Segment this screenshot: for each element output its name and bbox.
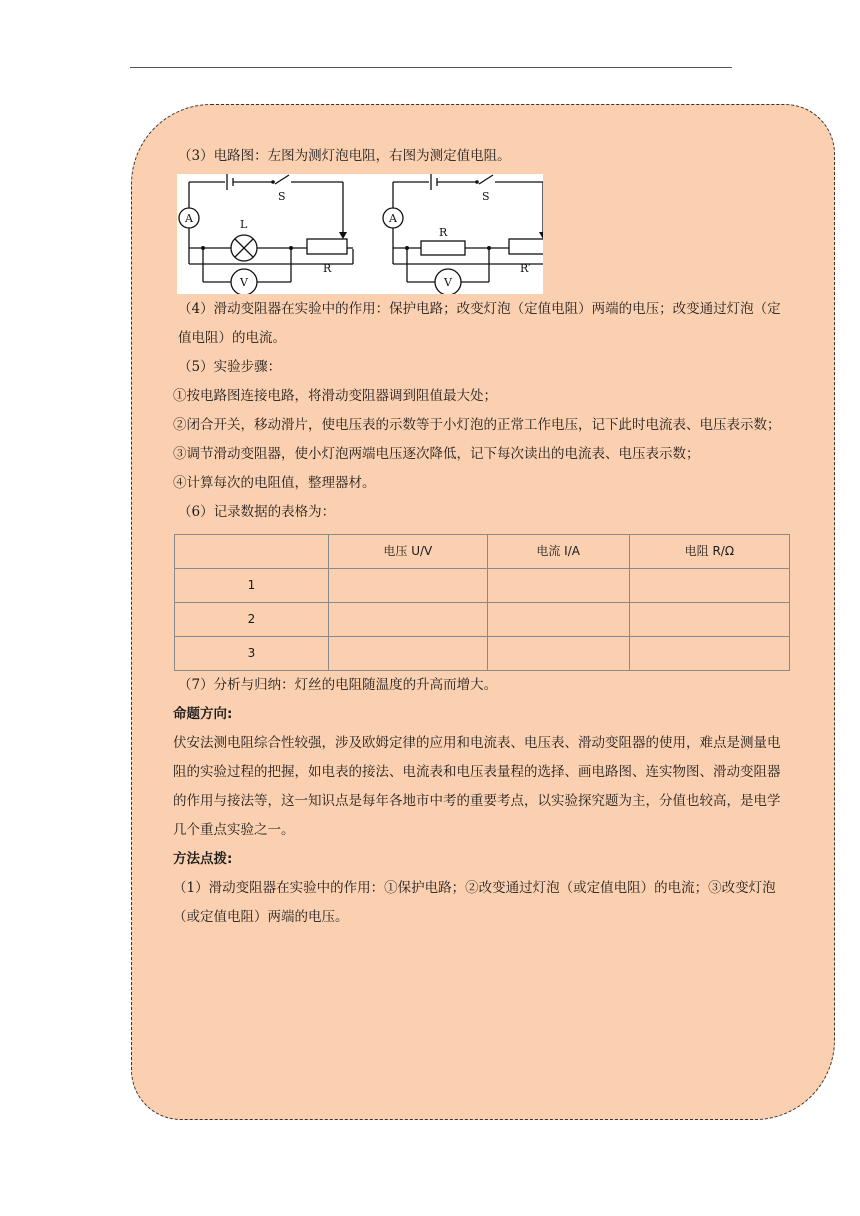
para-5: （5）实验步骤：: [178, 359, 282, 375]
switch-left-label: S: [278, 190, 286, 203]
table-header-cell: 电流 I/A: [487, 535, 629, 569]
method-text: （1）滑动变阻器在实验中的作用：①保护电路；②改变通过灯泡（或定值电阻）的电流；③改变灯泡（或定值电阻）两端的电压。: [173, 880, 776, 925]
para-3: （3）电路图：左图为测灯泡电阻，右图为测定值电阻。: [178, 148, 511, 164]
table-cell: [329, 569, 488, 603]
ammeter-right-label: A: [389, 212, 397, 225]
rheostat-left-label: R: [323, 262, 332, 275]
heading-proposition: 命题方向:: [173, 706, 233, 722]
circuit-diagrams: [177, 174, 543, 294]
table-cell: [487, 569, 629, 603]
table-cell: 2: [175, 603, 329, 637]
table-header-row: [175, 535, 790, 569]
table-cell: [329, 603, 488, 637]
table-cell: [629, 603, 789, 637]
step-1: ①按电路图连接电路，将滑动变阻器调到阻值最大处；: [173, 388, 497, 404]
heading-method: 方法点拨:: [173, 851, 233, 867]
table-row: [175, 637, 790, 671]
data-table: [174, 534, 790, 671]
table-header-cell: 电压 U/V: [329, 535, 488, 569]
rheostat-right-label: R′: [520, 262, 531, 275]
document-body: [173, 142, 793, 932]
step-4: ④计算每次的电阻值，整理器材。: [173, 475, 376, 491]
para-4: （4）滑动变阻器在实验中的作用：保护电路；改变灯泡（定值电阻）两端的电压；改变通过灯泡（定值电阻）的电流。: [178, 301, 781, 346]
circuit-right: [383, 174, 543, 294]
proposition-text: 伏安法测电阻综合性较强，涉及欧姆定律的应用和电流表、电压表、滑动变阻器的使用，难点是测量电阻的实验过程的把握，如电表的接法、电流表和电压表量程的选择、画电路图、连实物图、滑动变阻器的作用与接法等，这一知识点是每年各地市中考的重要考点，以实验探究题为主，分值也较高，是电学几个重点实验之一。: [173, 735, 781, 838]
ammeter-left-label: A: [185, 212, 193, 225]
table-cell: [487, 637, 629, 671]
para-7: （7）分析与归纳：灯丝的电阻随温度的升高而增大。: [178, 677, 498, 693]
rheostat-left: [307, 239, 347, 254]
resistor-right-label: R: [439, 226, 448, 239]
table-cell: [629, 569, 789, 603]
table-row: [175, 603, 790, 637]
voltmeter-left-label: V: [240, 276, 248, 289]
table-cell: [629, 637, 789, 671]
voltmeter-right-label: V: [444, 276, 452, 289]
step-3: ③调节滑动变阻器，使小灯泡两端电压逐次降低，记下每次读出的电流表、电压表示数；: [173, 446, 700, 462]
table-cell: 1: [175, 569, 329, 603]
step-2: ②闭合开关，移动滑片，使电压表的示数等于小灯泡的正常工作电压，记下此时电流表、电压表示数；: [173, 417, 781, 433]
switch-right-label: S: [482, 190, 490, 203]
table-row: [175, 569, 790, 603]
header-rule: [130, 67, 732, 68]
table-header-cell: 电阻 R/Ω: [629, 535, 789, 569]
table-cell: [487, 603, 629, 637]
table-header-cell: [175, 535, 329, 569]
table-cell: 3: [175, 637, 329, 671]
table-cell: [329, 637, 488, 671]
para-6: （6）记录数据的表格为：: [178, 504, 336, 520]
lamp-label: L: [240, 218, 248, 231]
